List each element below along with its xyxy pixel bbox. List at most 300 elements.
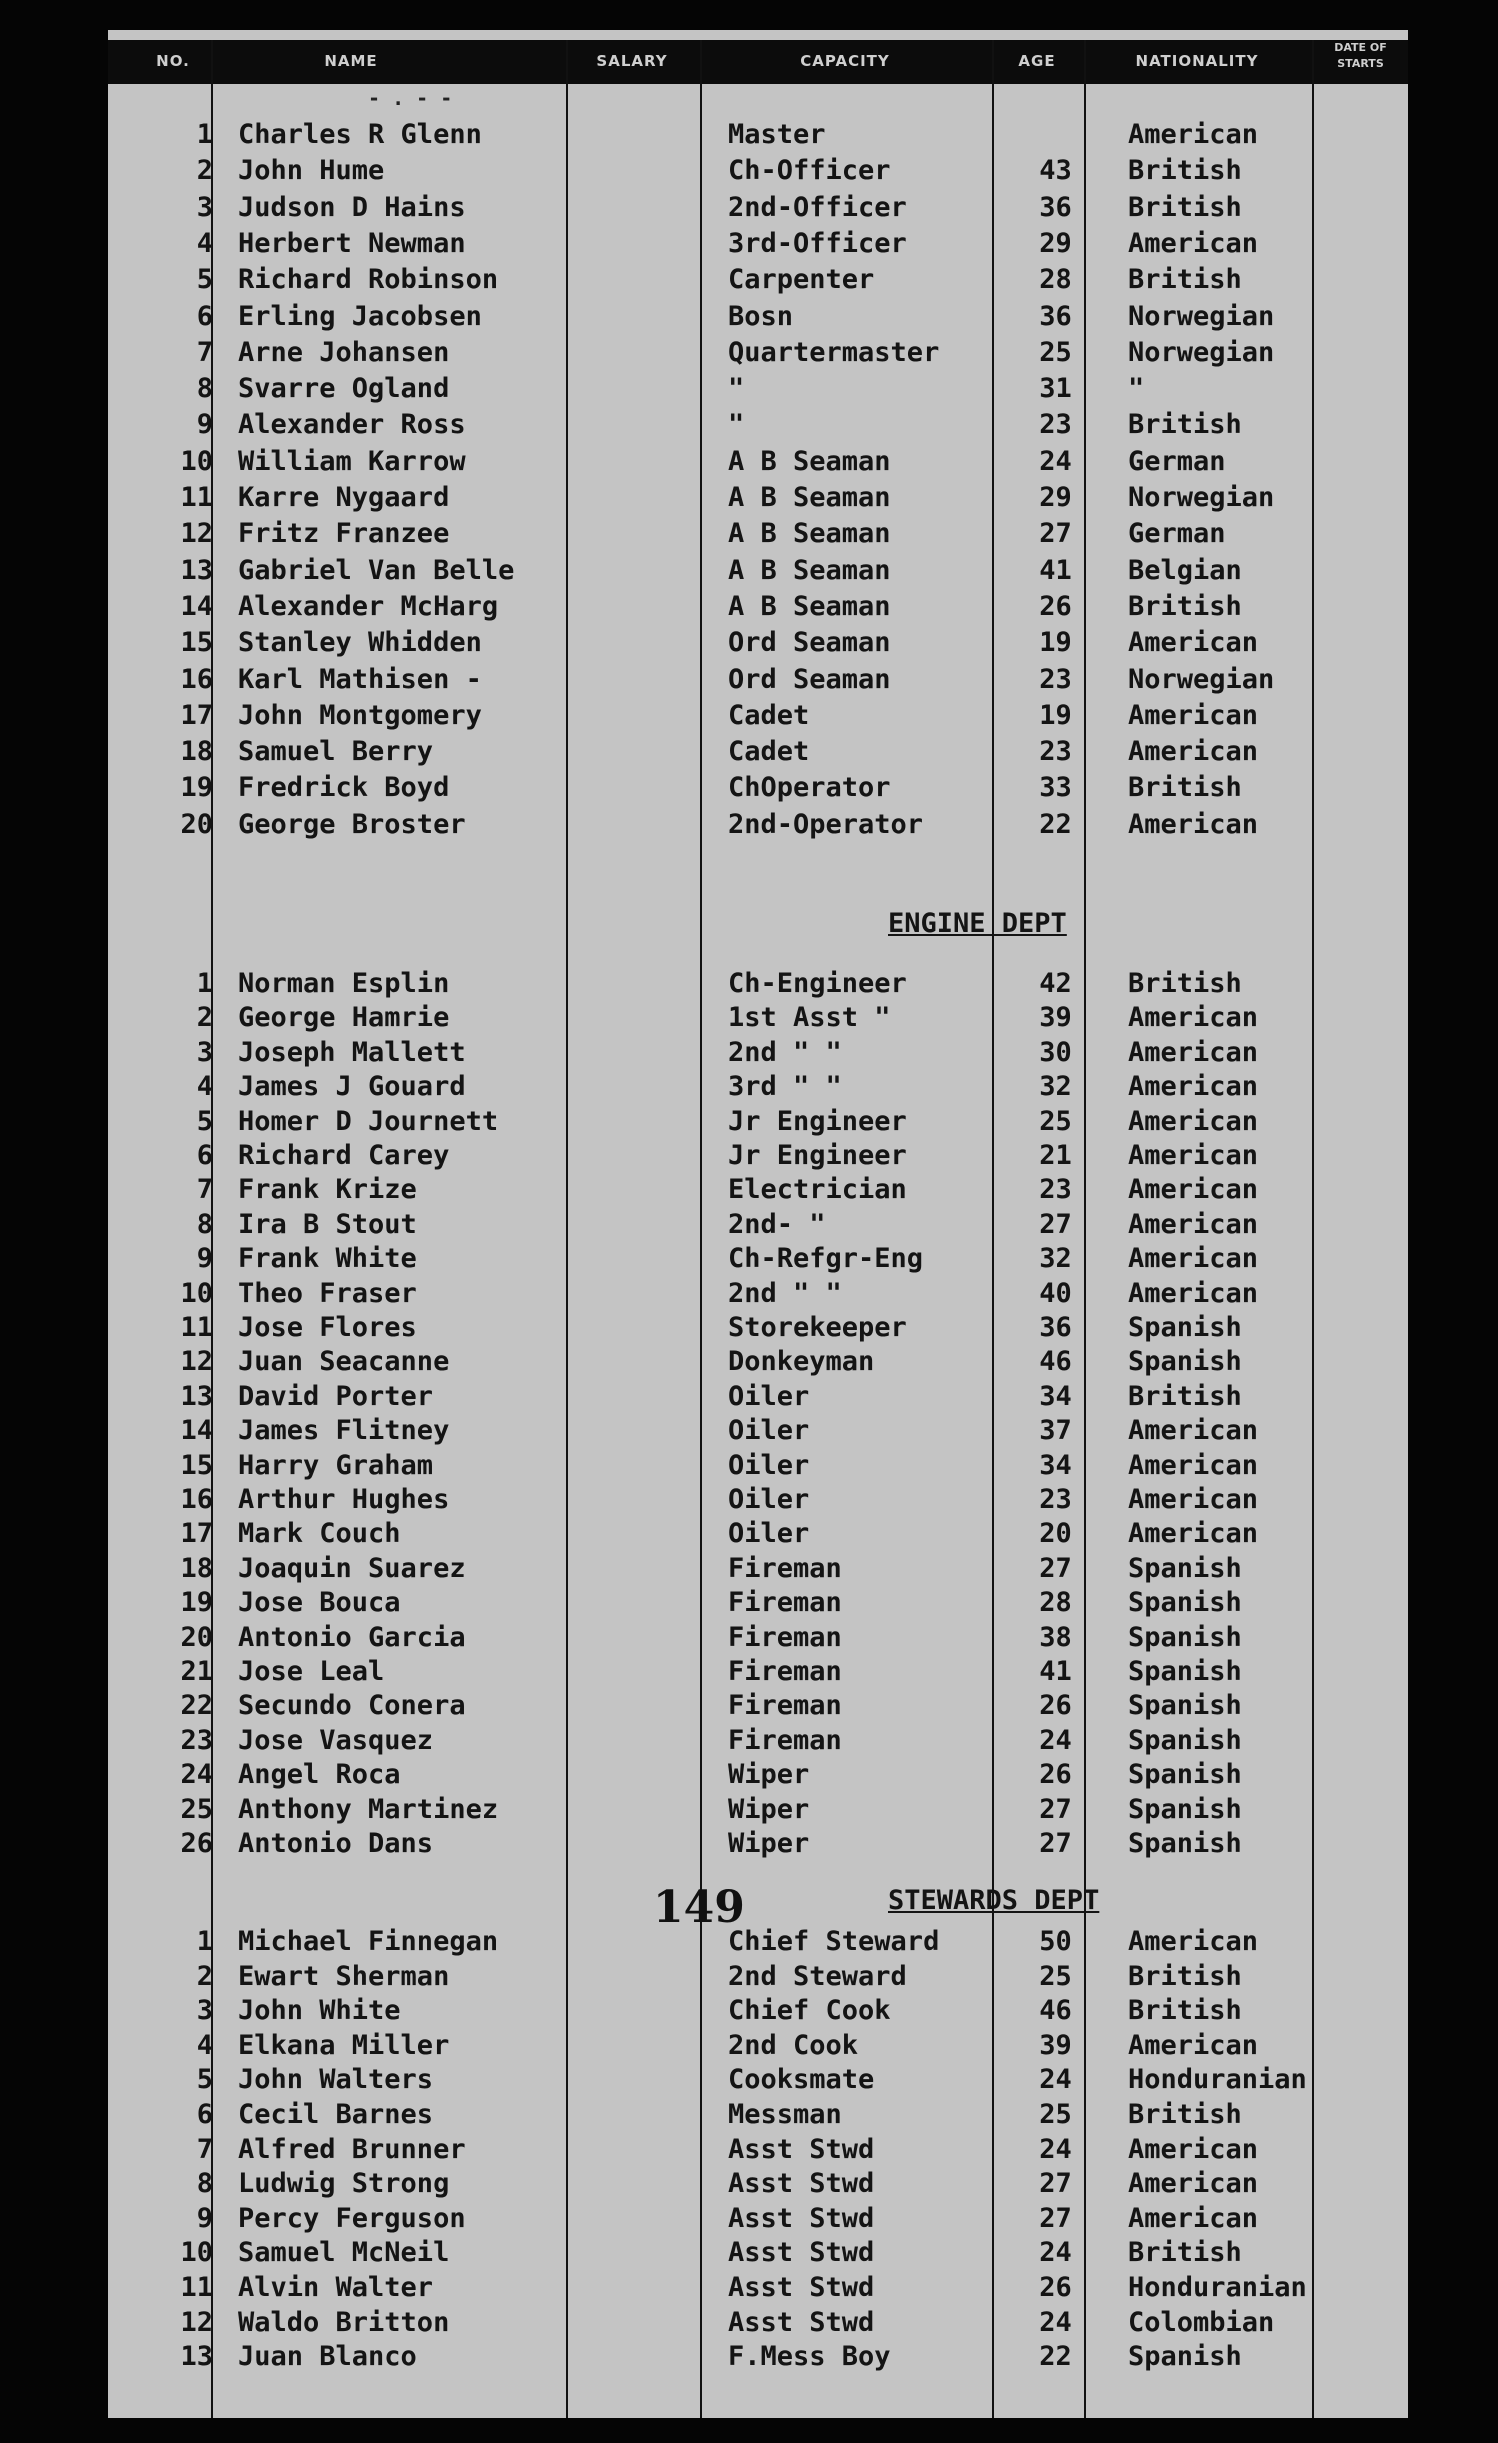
crew-age: 22 <box>1039 2341 1072 2373</box>
crew-row <box>108 735 1408 769</box>
row-number: 5 <box>196 2064 213 2096</box>
crew-capacity: Oiler <box>728 1449 810 1481</box>
crew-age: 29 <box>1039 227 1072 259</box>
crew-row <box>108 1758 1408 1792</box>
crew-name: Harry Graham <box>238 1449 434 1481</box>
crew-row <box>108 1070 1408 1104</box>
crew-name: John Montgomery <box>238 699 482 731</box>
crew-age: 42 <box>1039 968 1072 999</box>
crew-name: Svarre Ogland <box>238 373 450 405</box>
crew-row <box>108 517 1408 551</box>
row-number: 13 <box>180 1380 213 1412</box>
row-number: 18 <box>180 736 213 768</box>
crew-nationality: British <box>1128 1960 1242 1992</box>
crew-nationality: British <box>1128 2237 1242 2269</box>
crew-capacity: Wiper <box>728 1793 810 1825</box>
crew-row <box>108 2340 1408 2374</box>
row-number: 6 <box>196 1140 213 1171</box>
crew-age: 23 <box>1039 663 1072 695</box>
crew-age: 32 <box>1039 1243 1072 1275</box>
crew-row <box>108 191 1408 225</box>
crew-row <box>108 1517 1408 1551</box>
row-number: 22 <box>180 1690 213 1722</box>
crew-nationality: American <box>1128 2029 1259 2061</box>
crew-nationality: British <box>1128 155 1242 187</box>
crew-row <box>108 2202 1408 2236</box>
crew-row <box>108 1139 1408 1173</box>
crew-row <box>108 1793 1408 1827</box>
crew-name: Frank Krize <box>238 1174 417 1206</box>
row-number: 15 <box>180 627 213 659</box>
crew-row <box>108 1414 1408 1448</box>
crew-nationality: American <box>1128 1208 1259 1240</box>
row-number: 12 <box>180 2306 213 2338</box>
crew-row <box>108 1586 1408 1620</box>
crew-capacity: 1st Asst " <box>728 1002 891 1034</box>
crew-nationality: Spanish <box>1128 1793 1242 1825</box>
crew-nationality: Norwegian <box>1128 300 1275 332</box>
crew-row <box>108 1449 1408 1483</box>
header-starts-bottom: STARTS <box>1337 57 1384 70</box>
row-number: 16 <box>180 1484 213 1515</box>
crew-row <box>108 554 1408 588</box>
crew-row <box>108 1621 1408 1655</box>
row-number: 18 <box>180 1552 213 1584</box>
crew-age: 31 <box>1039 373 1072 405</box>
crew-nationality: Spanish <box>1128 1759 1242 1791</box>
crew-name: Angel Roca <box>238 1759 401 1791</box>
crew-capacity: A B Seaman <box>728 554 891 586</box>
crew-row <box>108 118 1408 152</box>
row-number: 4 <box>196 2029 213 2061</box>
crew-row <box>108 1173 1408 1207</box>
crew-capacity: A B Seaman <box>728 482 891 513</box>
header-salary: SALARY <box>596 52 668 70</box>
crew-nationality: Spanish <box>1128 1828 1242 1859</box>
crew-capacity: Fireman <box>728 1690 842 1722</box>
crew-nationality: British <box>1128 264 1242 296</box>
row-number: 2 <box>196 1002 213 1034</box>
crew-age: 23 <box>1039 736 1072 768</box>
engine-dept-heading-title: ENGINE DEPT <box>888 908 1067 939</box>
crew-name: Stanley Whidden <box>238 627 482 659</box>
crew-row <box>108 663 1408 697</box>
crew-age: 28 <box>1039 1587 1072 1619</box>
crew-capacity: Oiler <box>728 1484 810 1515</box>
crew-row <box>108 1724 1408 1758</box>
crew-nationality: British <box>1128 1995 1242 2027</box>
crew-name: Fredrick Boyd <box>238 772 450 804</box>
row-number: 13 <box>180 554 213 586</box>
row-number: 10 <box>180 445 213 477</box>
crew-age: 26 <box>1039 2272 1072 2303</box>
crew-name: Juan Blanco <box>238 2341 417 2373</box>
header-name: NAME <box>324 52 378 70</box>
row-number: 3 <box>196 191 213 223</box>
crew-nationality: Honduranian <box>1128 2272 1307 2303</box>
crew-nationality: American <box>1128 627 1259 659</box>
crew-name: Karre Nygaard <box>238 482 450 513</box>
crew-nationality: American <box>1128 699 1259 731</box>
crew-capacity: 2nd-Operator <box>728 808 924 840</box>
crew-row <box>108 1689 1408 1723</box>
crew-capacity: Wiper <box>728 1759 810 1791</box>
crew-capacity: 2nd " " <box>728 1036 842 1068</box>
crew-name: John Hume <box>238 155 385 187</box>
crew-nationality: American <box>1128 808 1259 840</box>
crew-name: Alexander Ross <box>238 409 466 441</box>
crew-row <box>108 2236 1408 2270</box>
crew-name: Waldo Britton <box>238 2306 450 2338</box>
crew-age: 24 <box>1039 2237 1072 2269</box>
crew-nationality: " <box>1128 373 1145 405</box>
crew-capacity: Bosn <box>728 300 794 332</box>
crew-name: Alexander McHarg <box>238 590 499 622</box>
row-number: 14 <box>180 590 213 622</box>
crew-capacity: Storekeeper <box>728 1312 907 1343</box>
crew-capacity: Asst Stwd <box>728 2133 875 2165</box>
crew-row <box>108 1001 1408 1035</box>
row-number: 3 <box>196 1995 213 2027</box>
crew-name: Antonio Garcia <box>238 1621 466 1653</box>
crew-capacity: 2nd Steward <box>728 1960 907 1992</box>
crew-age: 22 <box>1039 808 1072 840</box>
crew-capacity: Oiler <box>728 1380 810 1412</box>
crew-capacity: " <box>728 373 745 405</box>
crew-age: 34 <box>1039 1380 1072 1412</box>
crew-capacity: Ord Seaman <box>728 627 891 659</box>
crew-nationality: German <box>1128 445 1226 477</box>
crew-row <box>108 2098 1408 2132</box>
crew-name: George Broster <box>238 808 466 840</box>
crew-nationality: Colombian <box>1128 2306 1275 2338</box>
crew-nationality: American <box>1128 227 1259 259</box>
crew-nationality: American <box>1128 1140 1259 1171</box>
crew-nationality: American <box>1128 1518 1259 1550</box>
crew-row <box>108 1925 1408 1959</box>
row-number: 23 <box>180 1724 213 1756</box>
crew-nationality: American <box>1128 1277 1259 1309</box>
crew-name: Karl Mathisen - <box>238 663 482 695</box>
crew-capacity: A B Seaman <box>728 590 891 622</box>
crew-nationality: Spanish <box>1128 2341 1242 2373</box>
crew-capacity: 2nd " " <box>728 1277 842 1309</box>
row-number: 24 <box>180 1759 213 1791</box>
crew-capacity: Fireman <box>728 1552 842 1584</box>
crew-age: 24 <box>1039 2133 1072 2165</box>
crew-row <box>108 408 1408 442</box>
crew-age: 46 <box>1039 1995 1072 2027</box>
row-number: 11 <box>180 1312 213 1343</box>
crew-age: 20 <box>1039 1518 1072 1550</box>
row-number: 21 <box>180 1656 213 1687</box>
row-number: 16 <box>180 663 213 695</box>
row-number: 3 <box>196 1036 213 1068</box>
crew-row <box>108 1994 1408 2028</box>
row-number: 5 <box>196 1105 213 1137</box>
crew-row <box>108 154 1408 188</box>
crew-age: 25 <box>1039 336 1072 368</box>
crew-name: Ludwig Strong <box>238 2168 450 2200</box>
crew-row <box>108 808 1408 842</box>
crew-capacity: Chief Cook <box>728 1995 891 2027</box>
crew-capacity: F.Mess Boy <box>728 2341 891 2373</box>
row-number: 11 <box>180 482 213 513</box>
row-number: 4 <box>196 227 213 259</box>
column-header-bar <box>108 40 1408 84</box>
crew-name: Cecil Barnes <box>238 2099 434 2130</box>
crew-capacity: Fireman <box>728 1724 842 1756</box>
crew-nationality: Spanish <box>1128 1312 1242 1343</box>
crew-row <box>108 590 1408 624</box>
crew-row <box>108 2167 1408 2201</box>
crew-age: 39 <box>1039 1002 1072 1034</box>
crew-name: Arthur Hughes <box>238 1484 450 1515</box>
row-number: 12 <box>180 518 213 550</box>
crew-age: 27 <box>1039 1828 1072 1859</box>
crew-capacity: Fireman <box>728 1621 842 1653</box>
crew-capacity: Cadet <box>728 736 810 768</box>
crew-capacity: Oiler <box>728 1415 810 1447</box>
crew-capacity: Asst Stwd <box>728 2306 875 2338</box>
crew-name: Jose Bouca <box>238 1587 401 1619</box>
crew-age: 25 <box>1039 1960 1072 1992</box>
stewards-dept-heading <box>108 1884 1408 1918</box>
crew-age: 23 <box>1039 1174 1072 1206</box>
row-number: 9 <box>196 1243 213 1275</box>
crew-row <box>108 1960 1408 1994</box>
row-number: 1 <box>196 1926 213 1957</box>
crew-nationality: American <box>1128 1449 1259 1481</box>
crew-row <box>108 1036 1408 1070</box>
crew-name: Antonio Dans <box>238 1828 434 1859</box>
crew-age: 37 <box>1039 1415 1072 1447</box>
crew-name: Mark Couch <box>238 1518 401 1550</box>
crew-name: Erling Jacobsen <box>238 300 482 332</box>
header-nationality: NATIONALITY <box>1135 52 1259 70</box>
crew-age: 38 <box>1039 1621 1072 1653</box>
crew-capacity: Oiler <box>728 1518 810 1550</box>
crew-nationality: Norwegian <box>1128 336 1275 368</box>
crew-capacity: Asst Stwd <box>728 2237 875 2269</box>
crew-name: Ewart Sherman <box>238 1960 450 1992</box>
crew-age: 50 <box>1039 1926 1072 1957</box>
crew-nationality: American <box>1128 1415 1259 1447</box>
crew-name: Judson D Hains <box>238 191 466 223</box>
crew-capacity: Quartermaster <box>728 336 940 368</box>
crew-nationality: American <box>1128 1174 1259 1206</box>
crew-name: Alfred Brunner <box>238 2133 466 2165</box>
crew-nationality: Norwegian <box>1128 663 1275 695</box>
crew-age: 27 <box>1039 2168 1072 2200</box>
crew-age: 43 <box>1039 155 1072 187</box>
crew-age: 46 <box>1039 1346 1072 1378</box>
crew-name: Secundo Conera <box>238 1690 466 1722</box>
crew-capacity: Fireman <box>728 1587 842 1619</box>
crew-age: 19 <box>1039 627 1072 659</box>
row-number: 4 <box>196 1071 213 1103</box>
crew-capacity: ChOperator <box>728 772 891 804</box>
crew-name: Homer D Journett <box>238 1105 499 1137</box>
row-number: 7 <box>196 1174 213 1206</box>
header-starts-top: DATE OF <box>1334 41 1387 54</box>
row-number: 8 <box>196 1208 213 1240</box>
crew-name: George Hamrie <box>238 1002 450 1034</box>
row-number: 9 <box>196 2202 213 2234</box>
crew-capacity: Ch-Officer <box>728 155 891 187</box>
crew-nationality: British <box>1128 1380 1242 1412</box>
row-number: 2 <box>196 1960 213 1992</box>
crew-age: 27 <box>1039 1208 1072 1240</box>
crew-name: John Walters <box>238 2064 434 2096</box>
crew-name: Joaquin Suarez <box>238 1552 466 1584</box>
crew-capacity: Cooksmate <box>728 2064 875 2096</box>
crew-name: William Karrow <box>238 445 466 477</box>
crew-age: 27 <box>1039 518 1072 550</box>
crew-name: Samuel Berry <box>238 736 434 768</box>
crew-name: Alvin Walter <box>238 2272 434 2303</box>
crew-row <box>108 263 1408 297</box>
row-number: 6 <box>196 300 213 332</box>
page-number: 149 <box>653 1882 745 1933</box>
crew-name: Norman Esplin <box>238 968 450 999</box>
row-number: 10 <box>180 2237 213 2269</box>
crew-capacity: Ord Seaman <box>728 663 891 695</box>
row-number: 11 <box>180 2272 213 2303</box>
crew-name: Elkana Miller <box>238 2029 450 2061</box>
crew-age: 23 <box>1039 1484 1072 1515</box>
crew-name: Gabriel Van Belle <box>238 554 515 586</box>
crew-age: 25 <box>1039 1105 1072 1137</box>
crew-nationality: American <box>1128 1484 1259 1515</box>
crew-row <box>108 336 1408 370</box>
crew-capacity: Donkeyman <box>728 1346 875 1378</box>
crew-nationality: German <box>1128 518 1226 550</box>
crew-name: Ira B Stout <box>238 1208 417 1240</box>
crew-row <box>108 2306 1408 2340</box>
row-number: 7 <box>196 2133 213 2165</box>
crew-capacity: Ch-Engineer <box>728 968 907 999</box>
crew-row <box>108 2133 1408 2167</box>
crew-age: 34 <box>1039 1449 1072 1481</box>
engine-dept-heading <box>108 907 1408 941</box>
crew-age: 25 <box>1039 2099 1072 2130</box>
crew-nationality: British <box>1128 191 1242 223</box>
row-number: 1 <box>196 968 213 999</box>
crew-age: 23 <box>1039 409 1072 441</box>
crew-capacity: 2nd-Officer <box>728 191 907 223</box>
crew-capacity: 3rd-Officer <box>728 227 907 259</box>
crew-age: 36 <box>1039 191 1072 223</box>
crew-nationality: British <box>1128 409 1242 441</box>
row-number: 12 <box>180 1346 213 1378</box>
crew-row <box>108 1208 1408 1242</box>
crew-row <box>108 2029 1408 2063</box>
row-number: 25 <box>180 1793 213 1825</box>
crew-nationality: American <box>1128 736 1259 768</box>
crew-nationality: American <box>1128 1036 1259 1068</box>
crew-age: 33 <box>1039 772 1072 804</box>
header-age: AGE <box>1018 52 1056 70</box>
crew-name: Joseph Mallett <box>238 1036 466 1068</box>
crew-capacity: Asst Stwd <box>728 2272 875 2303</box>
crew-capacity: Carpenter <box>728 264 875 296</box>
crew-row <box>108 1827 1408 1861</box>
crew-name: Juan Seacanne <box>238 1346 450 1378</box>
crew-name: Arne Johansen <box>238 336 450 368</box>
crew-capacity: Asst Stwd <box>728 2202 875 2234</box>
crew-age: 27 <box>1039 1793 1072 1825</box>
crew-nationality: Belgian <box>1128 554 1242 586</box>
row-number: 17 <box>180 699 213 731</box>
crew-nationality: American <box>1128 2202 1259 2234</box>
crew-capacity: Master <box>728 119 826 150</box>
row-number: 8 <box>196 2168 213 2200</box>
crew-row <box>108 227 1408 261</box>
crew-name: Charles R Glenn <box>238 119 482 150</box>
crew-nationality: British <box>1128 772 1242 804</box>
crew-nationality: Spanish <box>1128 1621 1242 1653</box>
crew-age: 39 <box>1039 2029 1072 2061</box>
row-number: 19 <box>180 772 213 804</box>
crew-name: Percy Ferguson <box>238 2202 466 2234</box>
crew-nationality: British <box>1128 2099 1242 2130</box>
crew-age: 24 <box>1039 1724 1072 1756</box>
crew-name: Frank White <box>238 1243 417 1275</box>
crew-name: Herbert Newman <box>238 227 466 259</box>
crew-name: Fritz Franzee <box>238 518 450 550</box>
crew-age: 26 <box>1039 590 1072 622</box>
crew-capacity: Electrician <box>728 1174 907 1206</box>
crew-nationality: American <box>1128 119 1259 150</box>
crew-row <box>108 481 1408 515</box>
crew-nationality: American <box>1128 2168 1259 2200</box>
crew-nationality: Spanish <box>1128 1552 1242 1584</box>
crew-row <box>108 372 1408 406</box>
crew-capacity: Fireman <box>728 1656 842 1687</box>
crew-row <box>108 967 1408 1001</box>
crew-row <box>108 2271 1408 2305</box>
crew-name: Theo Fraser <box>238 1277 417 1309</box>
row-number: 13 <box>180 2341 213 2373</box>
crew-nationality: Spanish <box>1128 1724 1242 1756</box>
crew-row <box>108 1105 1408 1139</box>
crew-nationality: American <box>1128 1243 1259 1275</box>
crew-age: 19 <box>1039 699 1072 731</box>
crew-capacity: Jr Engineer <box>728 1140 907 1171</box>
crew-row <box>108 1552 1408 1586</box>
crew-row <box>108 626 1408 660</box>
crew-row <box>108 1345 1408 1379</box>
crew-row <box>108 699 1408 733</box>
row-number: 7 <box>196 336 213 368</box>
row-number: 10 <box>180 1277 213 1309</box>
crew-nationality: Spanish <box>1128 1346 1242 1378</box>
header-no: NO. <box>156 52 190 70</box>
crew-name: David Porter <box>238 1380 434 1412</box>
crew-capacity: Wiper <box>728 1828 810 1859</box>
crew-nationality: American <box>1128 2133 1259 2165</box>
crew-age: 36 <box>1039 1312 1072 1343</box>
row-number: 15 <box>180 1449 213 1481</box>
row-number: 8 <box>196 373 213 405</box>
crew-row <box>108 1483 1408 1517</box>
crew-age: 27 <box>1039 1552 1072 1584</box>
row-number: 26 <box>180 1828 213 1859</box>
row-number: 9 <box>196 409 213 441</box>
crew-capacity: A B Seaman <box>728 518 891 550</box>
row-number: 17 <box>180 1518 213 1550</box>
